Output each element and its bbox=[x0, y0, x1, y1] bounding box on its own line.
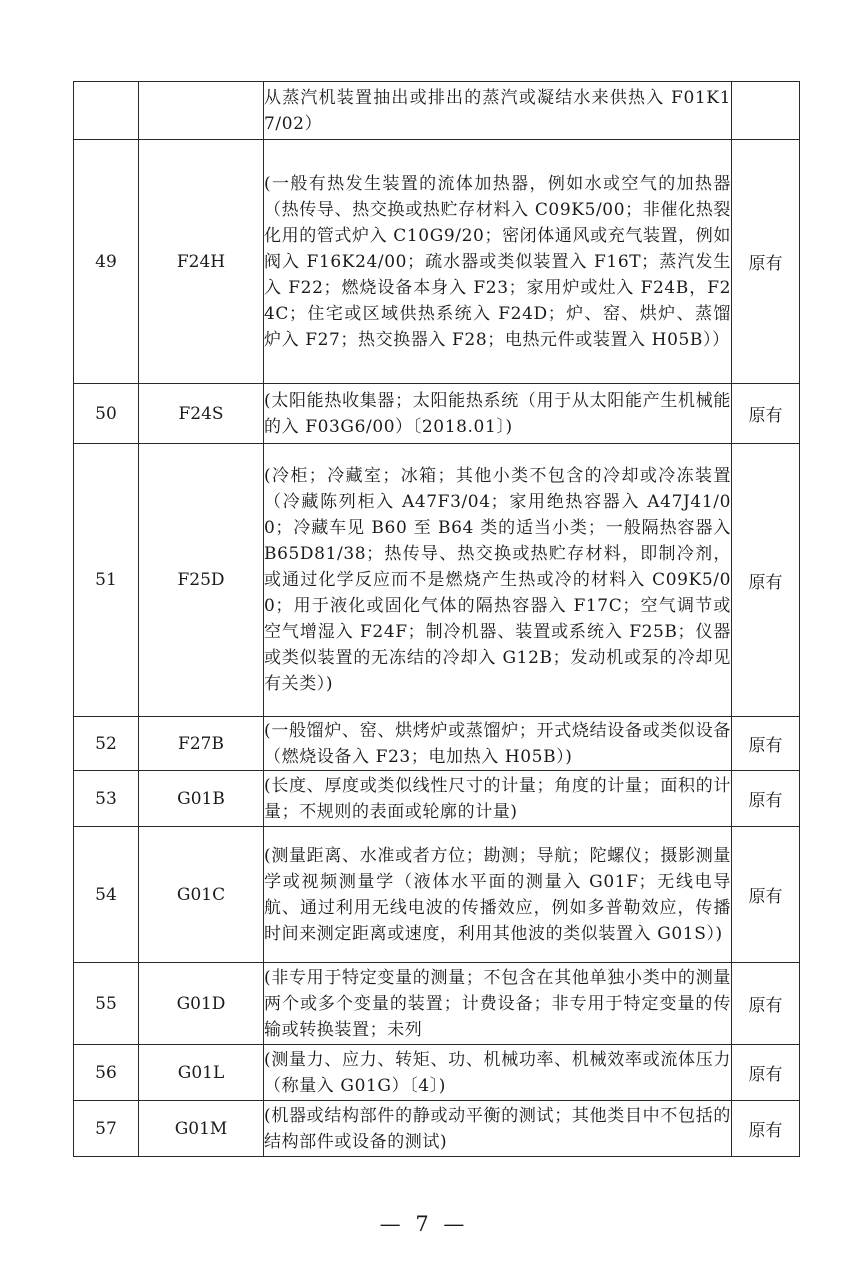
row-number: 52 bbox=[74, 717, 139, 771]
row-number bbox=[74, 82, 139, 140]
class-description: 从蒸汽机装置抽出或排出的蒸汽或凝结水来供热入 F01K17/02） bbox=[264, 82, 732, 140]
status-cell: 原有 bbox=[732, 444, 800, 717]
class-description: (一般馏炉、窑、烘烤炉或蒸馏炉；开式烧结设备或类似设备（燃烧设备入 F23；电加热入 H05B）) bbox=[264, 717, 732, 771]
row-number: 50 bbox=[74, 384, 139, 444]
classification-table bbox=[73, 81, 800, 1157]
status-cell bbox=[732, 82, 800, 140]
row-number: 57 bbox=[74, 1101, 139, 1157]
status-cell: 原有 bbox=[732, 1045, 800, 1101]
class-description: (机器或结构部件的静或动平衡的测试；其他类目中不包括的结构部件或设备的测试) bbox=[264, 1101, 732, 1157]
status-cell: 原有 bbox=[732, 140, 800, 384]
status-cell: 原有 bbox=[732, 384, 800, 444]
class-code: G01D bbox=[139, 963, 264, 1045]
table-row bbox=[74, 1101, 800, 1157]
class-description: (非专用于特定变量的测量；不包含在其他单独小类中的测量两个或多个变量的装置；计费设备；非专用于特定变量的传输或转换装置；未列 bbox=[264, 963, 732, 1045]
row-number: 51 bbox=[74, 444, 139, 717]
status-cell: 原有 bbox=[732, 771, 800, 827]
class-code: F24H bbox=[139, 140, 264, 384]
class-code bbox=[139, 82, 264, 140]
class-code: G01M bbox=[139, 1101, 264, 1157]
table-row bbox=[74, 140, 800, 384]
class-description: (太阳能热收集器；太阳能热系统（用于从太阳能产生机械能的入 F03G6/00）〔2018.01〕) bbox=[264, 384, 732, 444]
class-code: F27B bbox=[139, 717, 264, 771]
class-code: G01L bbox=[139, 1045, 264, 1101]
row-number: 53 bbox=[74, 771, 139, 827]
class-code: F24S bbox=[139, 384, 264, 444]
class-code: G01C bbox=[139, 827, 264, 963]
class-description: (测量距离、水准或者方位；勘测；导航；陀螺仪；摄影测量学或视频测量学（液体水平面的测量入 G01F；无线电导航、通过利用无线电波的传播效应，例如多普勒效应，传播时间来测定距离或速度，利用其他波的类似装置入 G01S）) bbox=[264, 827, 732, 963]
row-number: 56 bbox=[74, 1045, 139, 1101]
row-number: 54 bbox=[74, 827, 139, 963]
row-number: 49 bbox=[74, 140, 139, 384]
page-number: — 7 — bbox=[379, 1212, 469, 1236]
table-row bbox=[74, 827, 800, 963]
class-description: (一般有热发生装置的流体加热器，例如水或空气的加热器（热传导、热交换或热贮存材料入 C09K5/00；非催化热裂化用的管式炉入 C10G9/20；密闭体通风或充气装置，例如阀入 F16K24/00；疏水器或类似装置入 F16T；蒸汽发生入 F22；燃烧设备本身入 F23；家用炉或灶入 F24B，F24C；住宅或区域供热系统入 F24D；炉、窑、烘炉、蒸馏炉入 F27；热交换器入 F28；电热元件或装置入 H05B）） bbox=[264, 140, 732, 384]
table-row bbox=[74, 717, 800, 771]
table-row bbox=[74, 82, 800, 140]
status-cell: 原有 bbox=[732, 963, 800, 1045]
class-code: G01B bbox=[139, 771, 264, 827]
table-row bbox=[74, 444, 800, 717]
class-description: (冷柜；冷藏室；冰箱；其他小类不包含的冷却或冷冻装置（冷藏陈列柜入 A47F3/04；家用绝热容器入 A47J41/00；冷藏车见 B60 至 B64 类的适当小类；一般隔热容器入 B65D81/38；热传导、热交换或热贮存材料，即制冷剂，或通过化学反应而不是燃烧产生热或冷的材料入 C09K5/00；用于液化或固化气体的隔热容器入 F17C；空气调节或空气增湿入 F24F；制冷机器、装置或系统入 F25B；仪器或类似装置的无冻结的冷却入 G12B；发动机或泵的冷却见有关类）) bbox=[264, 444, 732, 717]
table-row bbox=[74, 771, 800, 827]
class-description: (测量力、应力、转矩、功、机械功率、机械效率或流体压力（称量入 G01G）〔4〕) bbox=[264, 1045, 732, 1101]
status-cell: 原有 bbox=[732, 1101, 800, 1157]
class-code: F25D bbox=[139, 444, 264, 717]
class-description: (长度、厚度或类似线性尺寸的计量；角度的计量；面积的计量；不规则的表面或轮廓的计量) bbox=[264, 771, 732, 827]
table-row bbox=[74, 963, 800, 1045]
status-cell: 原有 bbox=[732, 717, 800, 771]
table-row bbox=[74, 1045, 800, 1101]
table-row bbox=[74, 384, 800, 444]
row-number: 55 bbox=[74, 963, 139, 1045]
status-cell: 原有 bbox=[732, 827, 800, 963]
